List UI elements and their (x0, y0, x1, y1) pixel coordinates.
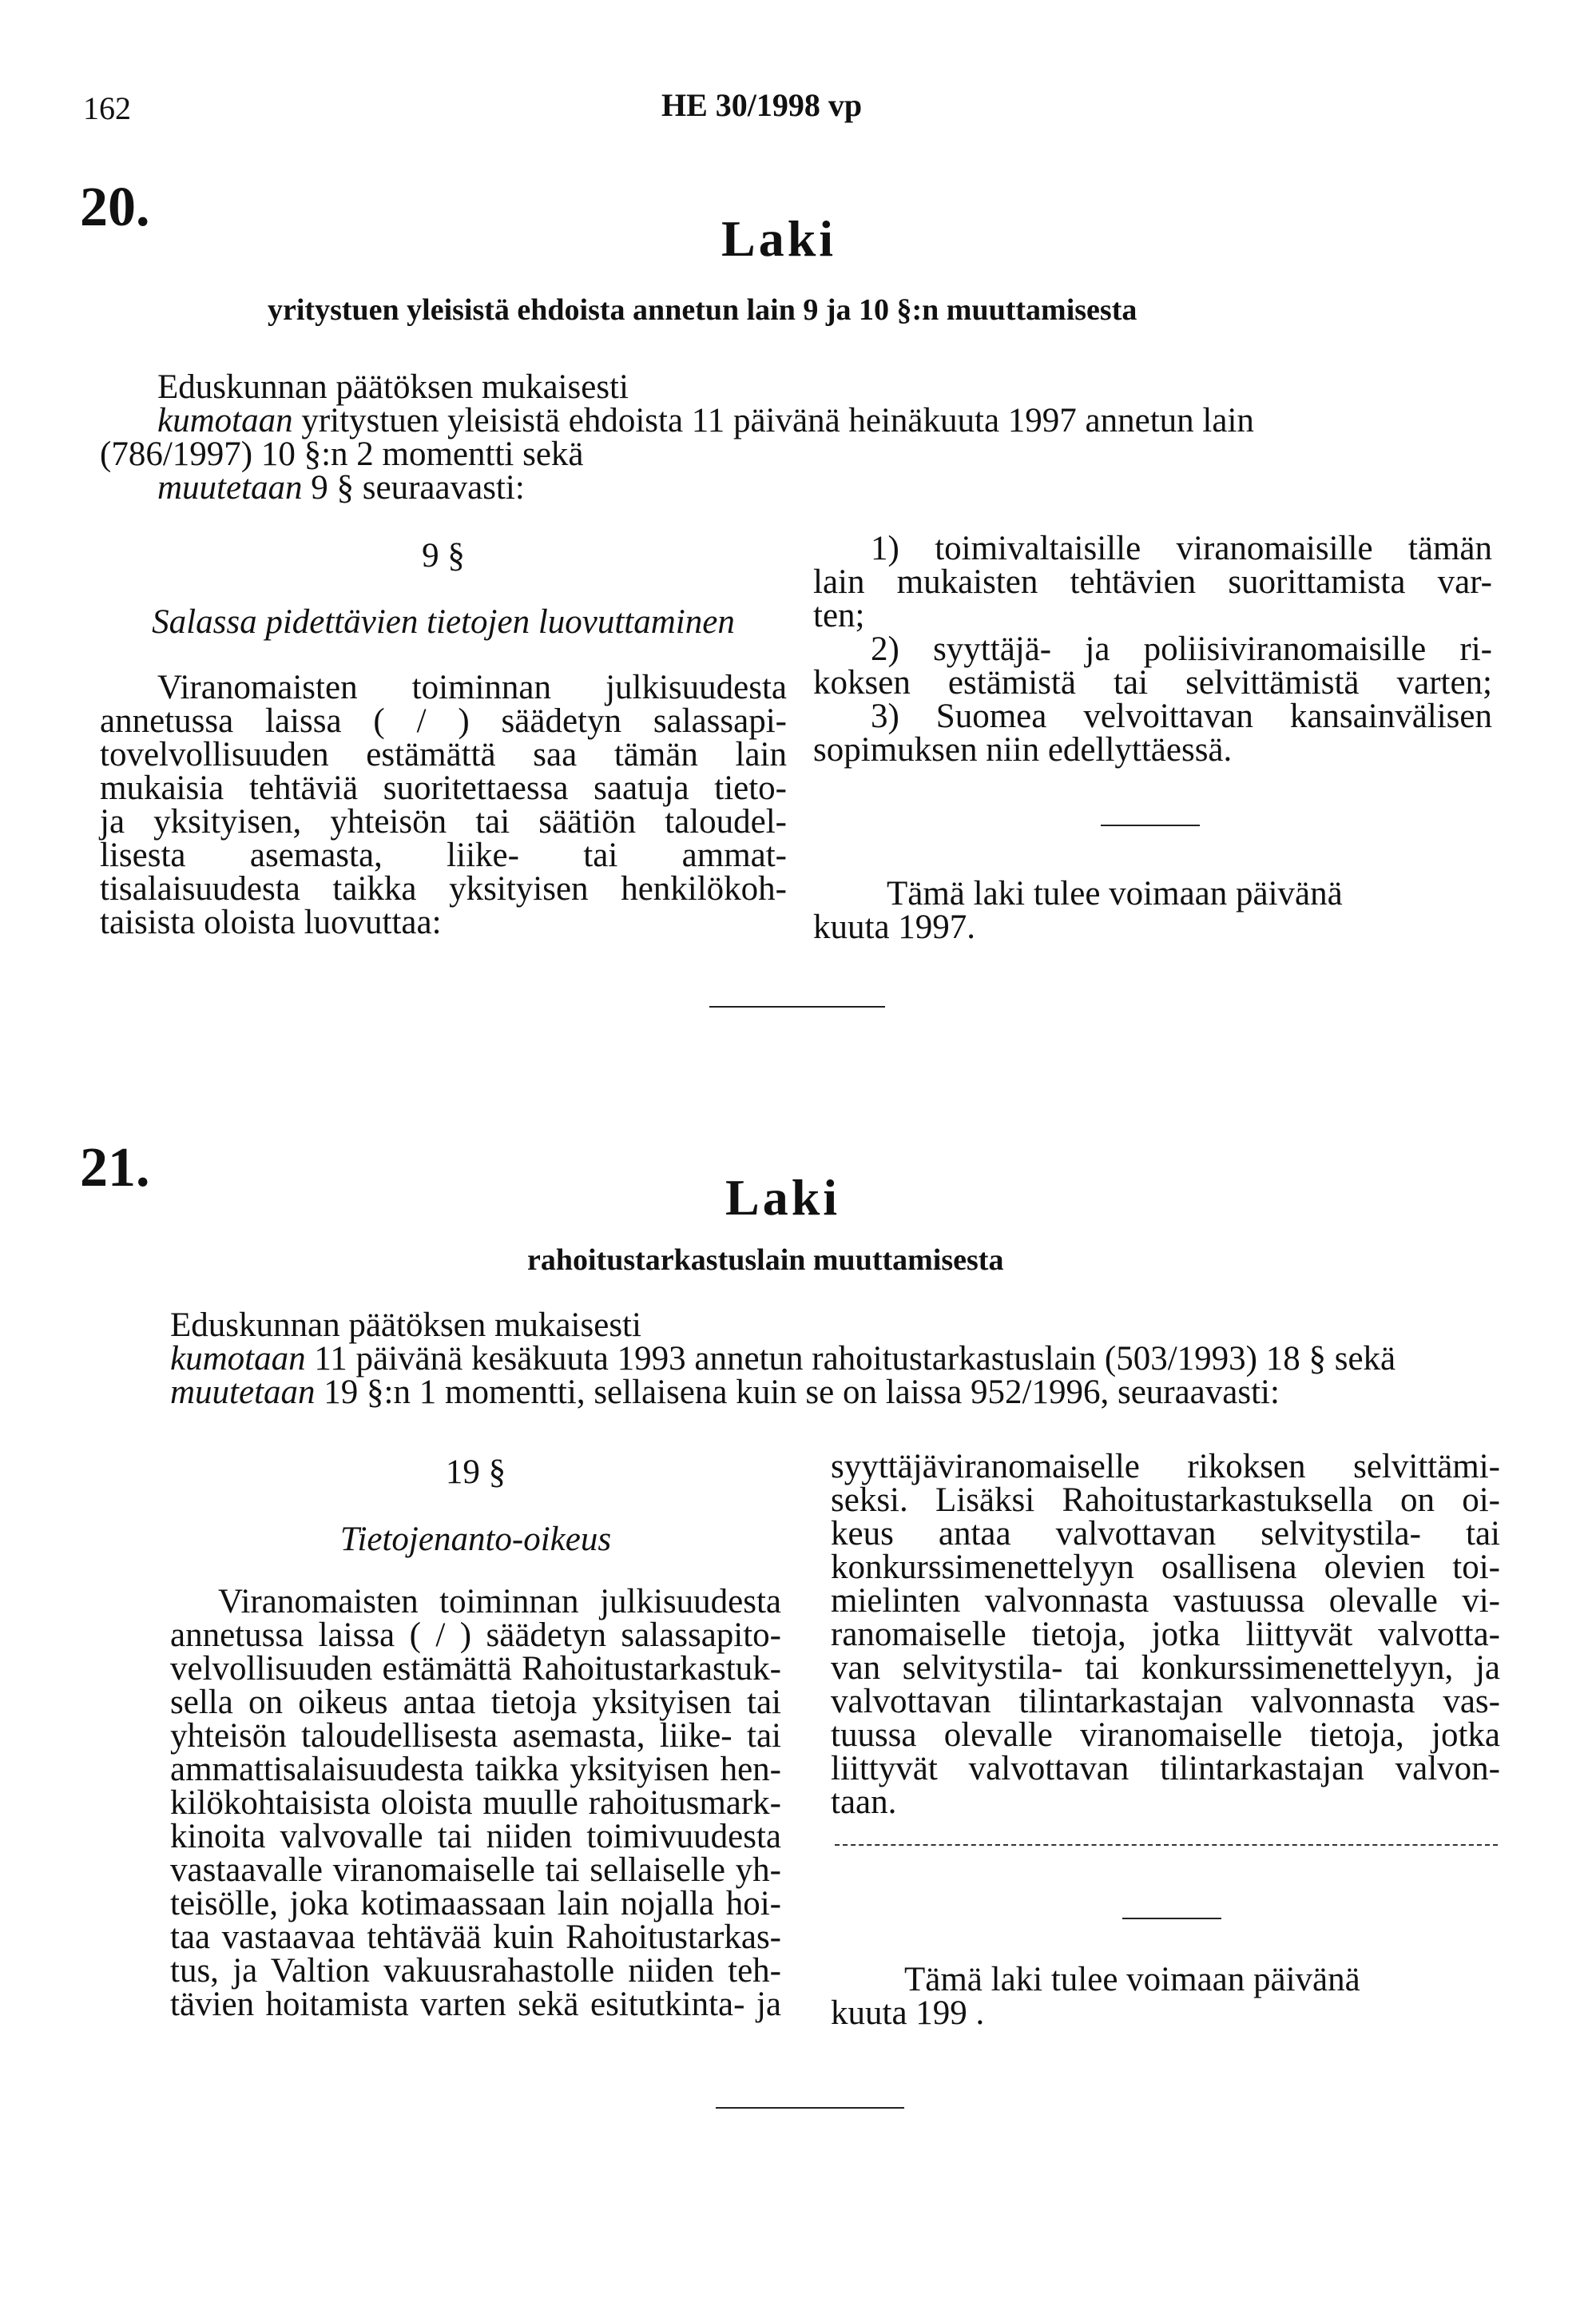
section-title: Salassa pidettävien tietojen luovuttaminen (152, 603, 735, 641)
text-line: seksi. Lisäksi Rahoitustarkastuksella on oi- (831, 1481, 1500, 1519)
text-line: sopimuksen niin edellyttäessä. (813, 731, 1233, 769)
intro-keyword: kumotaan (170, 1340, 306, 1378)
text-line: syyttäjäviranomaiselle rikoksen selvittämi- (831, 1448, 1500, 1485)
text-line: taisista oloista luovuttaa: (100, 904, 442, 941)
intro-line: (786/1997) 10 §:n 2 momentti sekä (100, 435, 584, 473)
text-line: Tämä laki tulee voimaan päivänä (904, 1961, 1360, 1998)
text-line: tisalaisuudesta taikka yksityisen henkilökoh- (100, 870, 787, 908)
section-title: Tietojenanto-oikeus (339, 1521, 612, 1558)
right-column (831, 1450, 1500, 1819)
law-subtitle: yritystuen yleisistä ehdoista annetun lain 9 ja 10 §:n muuttamisesta (268, 293, 1137, 327)
text-line: ammattisalaisuudesta taikka yksityisen hen- (170, 1751, 781, 1788)
text-line: ja yksityisen, yhteisön tai säätiön taloudel- (100, 803, 787, 841)
effective-clause (831, 1963, 1500, 2030)
law-number: 20. (80, 177, 150, 238)
text-line: 2) syyttäjä- ja poliisiviranomaisille ri- (871, 630, 1492, 668)
intro-line (170, 1376, 1396, 1409)
intro-keyword: muutetaan (157, 469, 303, 507)
law-intro (100, 368, 1254, 507)
law-subtitle: rahoitustarkastuslain muuttamisesta (527, 1243, 1004, 1277)
intro-line: Eduskunnan päätöksen mukaisesti (157, 368, 629, 406)
text-line: taan. (831, 1783, 897, 1821)
text-line: 1) toimivaltaisille viranomaisille tämän (871, 530, 1492, 567)
text-line: ten; (813, 597, 865, 634)
text-line: 3) Suomea velvoittavan kansainvälisen (871, 698, 1492, 735)
section-divider (1122, 1918, 1221, 1919)
omission-dashes (835, 1844, 1498, 1846)
text-line: ranomaiselle tietoja, jotka liittyvät valvotta- (831, 1616, 1500, 1653)
text-line: Viranomaisten toiminnan julkisuudesta (157, 669, 787, 706)
intro-line (157, 471, 1254, 505)
text-line: sella on oikeus antaa tietoja yksityisen tai (170, 1684, 781, 1721)
section-divider (1101, 825, 1200, 826)
law-number: 21. (80, 1137, 150, 1199)
text-line: vastaavalle viranomaiselle tai sellaiselle yh- (170, 1851, 781, 1889)
text-line: koksen estämistä tai selvittämistä varten; (813, 664, 1492, 702)
text-line: mukaisia tehtäviä suoritettaessa saatuja tieto- (100, 769, 787, 807)
text-line: annetussa laissa ( / ) säädetyn salassapi- (100, 702, 787, 740)
text-line: teisölle, joka kotimaassaan lain nojalla hoi- (170, 1885, 781, 1922)
left-column (100, 671, 787, 940)
intro-text: 9 § seuraavasti: (302, 469, 525, 507)
text-line: keus antaa valvottavan selvitystila- tai (831, 1515, 1500, 1553)
intro-line (170, 1342, 1396, 1376)
left-column (170, 1585, 781, 2022)
intro-line (157, 404, 1254, 438)
section-heading: 19 § (445, 1453, 506, 1491)
text-line: kilökohtaisista oloista muulle rahoitusmark- (170, 1784, 781, 1822)
text-line: Tämä laki tulee voimaan päivänä (887, 875, 1343, 912)
intro-line: Eduskunnan päätöksen mukaisesti (170, 1306, 641, 1344)
text-line: konkurssimenettelyyn osallisena olevien toi- (831, 1549, 1500, 1586)
text-line: Viranomaisten toiminnan julkisuudesta (218, 1583, 781, 1620)
text-line: velvollisuuden estämättä Rahoitustarkastuk- (170, 1650, 781, 1688)
text-line: tävien hoitamista varten sekä esitutkinta- ja (170, 1986, 781, 2023)
text-line: tuussa olevalle viranomaiselle tietoja, jotka (831, 1716, 1500, 1754)
text-line: liittyvät valvottavan tilintarkastajan valvon- (831, 1750, 1500, 1787)
text-line: kuuta 199 . (831, 1994, 985, 2032)
text-line: lisesta asemasta, liike- tai ammat- (100, 837, 787, 874)
intro-keyword: muutetaan (170, 1374, 316, 1411)
text-line: valvottavan tilintarkastajan valvonnasta vas- (831, 1683, 1500, 1720)
law-intro (170, 1306, 1396, 1411)
page-number: 162 (83, 90, 131, 126)
text-line: tus, ja Valtion vakuusrahastolle niiden teh- (170, 1952, 781, 1990)
text-line: yhteisön taloudellisesta asemasta, liike- tai (170, 1717, 781, 1755)
text-line: van selvitystila- tai konkurssimenettelyyn, ja (831, 1649, 1500, 1687)
text-line: kuuta 1997. (813, 908, 976, 946)
law-end-divider (716, 2107, 904, 2109)
text-line: tovelvollisuuden estämättä saa tämän lain (100, 736, 787, 773)
text-line: taa vastaavaa tehtävää kuin Rahoitustarkas- (170, 1918, 781, 1956)
intro-text: 11 päivänä kesäkuuta 1993 annetun rahoitustarkastuslain (503/1993) 18 § sekä (305, 1340, 1396, 1378)
intro-keyword: kumotaan (157, 402, 293, 439)
effective-clause (813, 877, 1492, 944)
publication-id: HE 30/1998 vp (661, 87, 863, 123)
text-line: mielinten valvonnasta vastuussa olevalle vi- (831, 1582, 1500, 1620)
law-end-divider (709, 1006, 885, 1008)
intro-text: 19 §:n 1 momentti, sellaisena kuin se on laissa 952/1996, seuraavasti: (315, 1374, 1280, 1411)
section-heading: 9 § (422, 537, 465, 575)
text-line: lain mukaisten tehtävien suorittamista var- (813, 563, 1492, 601)
law-title: Laki (725, 1169, 841, 1226)
text-line: annetussa laissa ( / ) säädetyn salassapito- (170, 1616, 781, 1654)
right-column (813, 532, 1492, 767)
law-title: Laki (721, 210, 837, 267)
intro-text: yritystuen yleisistä ehdoista 11 päivänä heinäkuuta 1997 annetun lain (292, 402, 1254, 439)
text-line: kinoita valvovalle tai niiden toimivuudesta (170, 1818, 781, 1855)
